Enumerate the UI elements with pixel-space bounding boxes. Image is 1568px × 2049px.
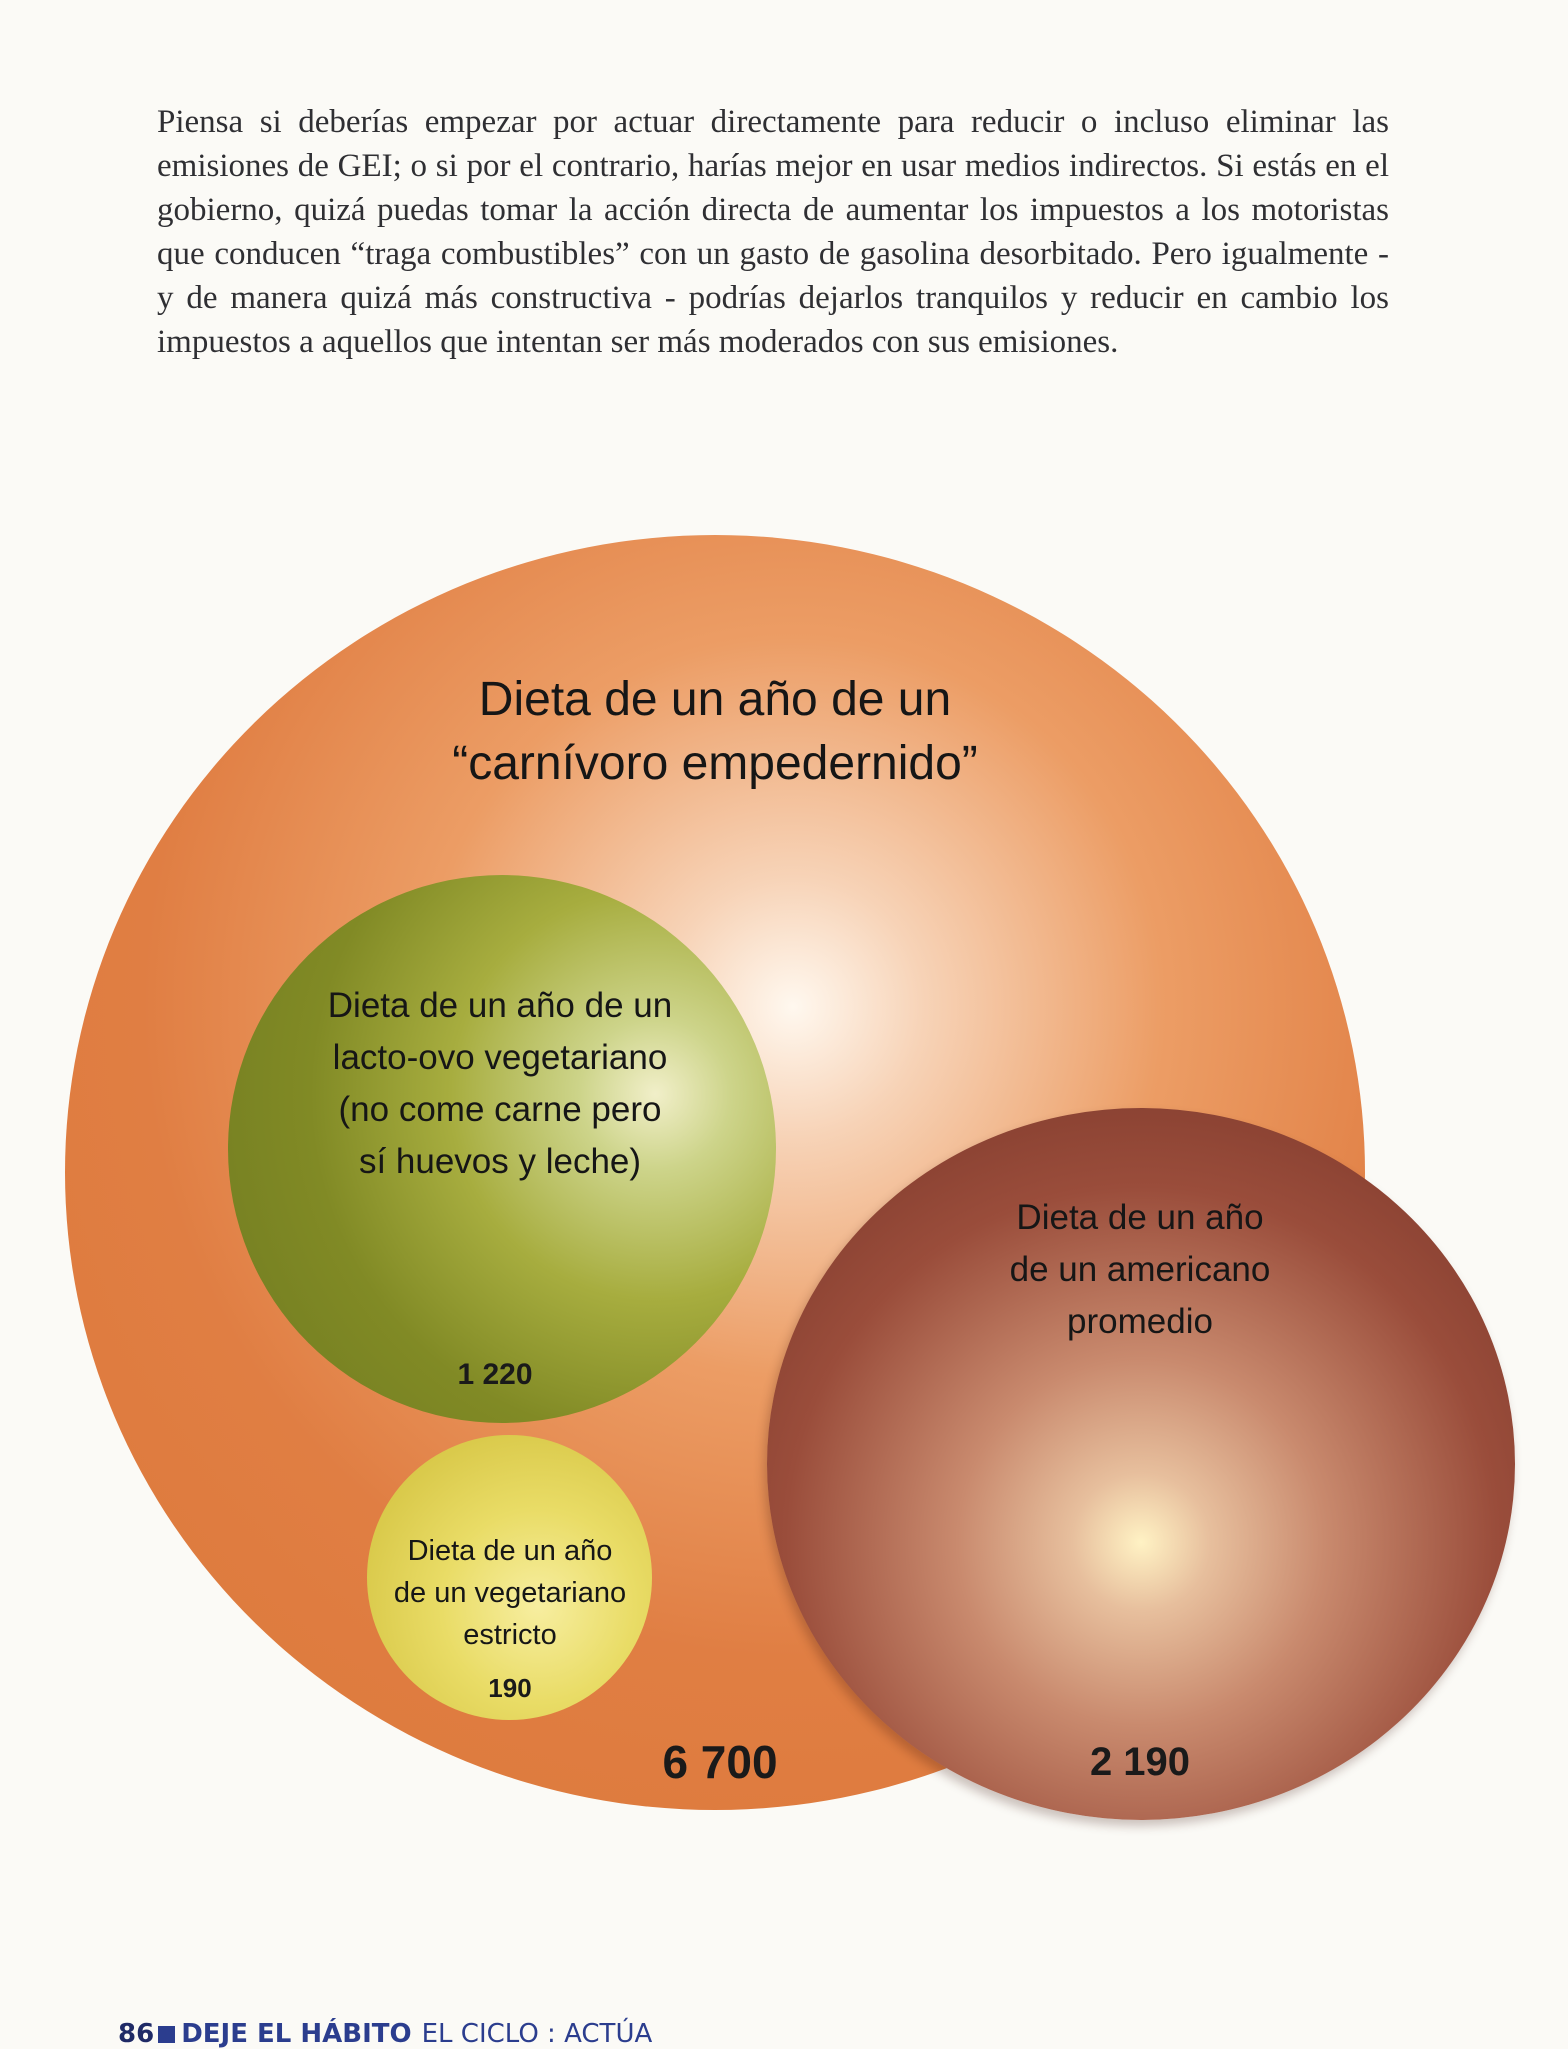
page-number: 86	[118, 2019, 155, 2049]
lacto-label-line-2: lacto-ovo vegetariano	[332, 1038, 668, 1077]
strict-label-line-2: de un vegetariano	[393, 1577, 627, 1609]
intro-paragraph: Piensa si deberías empezar por actuar directamente para reducir o incluso eliminar las emisiones de GEI; o si por el contrario, harías mejor en usar medios indirectos. Si estás en el gobierno, quizá puedas tomar la acción directa de aumentar los impuestos a los motoristas que conducen “traga combustibles” con un gasto de gasolina desorbitado. Pero igualmente - y de manera quizá más constructiva - podrías dejarlos tranquilos y reducir en cambio los impuestos a aquellos que intentan ser más moderados con sus emisiones.	[157, 104, 1389, 360]
carnivore-label-line-1: Dieta de un año de un	[478, 673, 952, 726]
american-label-line-1: Dieta de un año	[1016, 1198, 1264, 1237]
square-bullet-icon	[158, 2026, 175, 2043]
carnivore-diet-value: 6 700	[662, 1736, 778, 1788]
book-title: DEJE EL HÁBITO	[181, 2019, 412, 2049]
american-diet-value: 2 190	[1089, 1740, 1191, 1784]
page-footer	[118, 2019, 652, 2049]
section-title: EL CICLO : ACTÚA	[421, 2019, 653, 2049]
lacto-label-line-1: Dieta de un año de un	[327, 986, 673, 1025]
lacto-diet-label	[240, 980, 760, 1188]
carnivore-diet-label	[300, 668, 1130, 796]
strict-label-line-1: Dieta de un año	[407, 1535, 613, 1567]
strict-diet-label	[360, 1530, 660, 1656]
lacto-diet-value: 1 220	[457, 1358, 533, 1391]
carnivore-label-line-2: “carnívoro empedernido”	[452, 737, 978, 790]
american-label-line-2: de un americano	[1009, 1250, 1271, 1289]
strict-diet-value: 190	[488, 1673, 532, 1703]
american-diet-label	[900, 1192, 1380, 1348]
american-label-line-3: promedio	[1067, 1302, 1213, 1341]
strict-label-line-3: estricto	[463, 1619, 557, 1651]
lacto-label-line-3: (no come carne pero	[338, 1090, 662, 1129]
lacto-label-line-4: sí huevos y leche)	[358, 1142, 642, 1181]
